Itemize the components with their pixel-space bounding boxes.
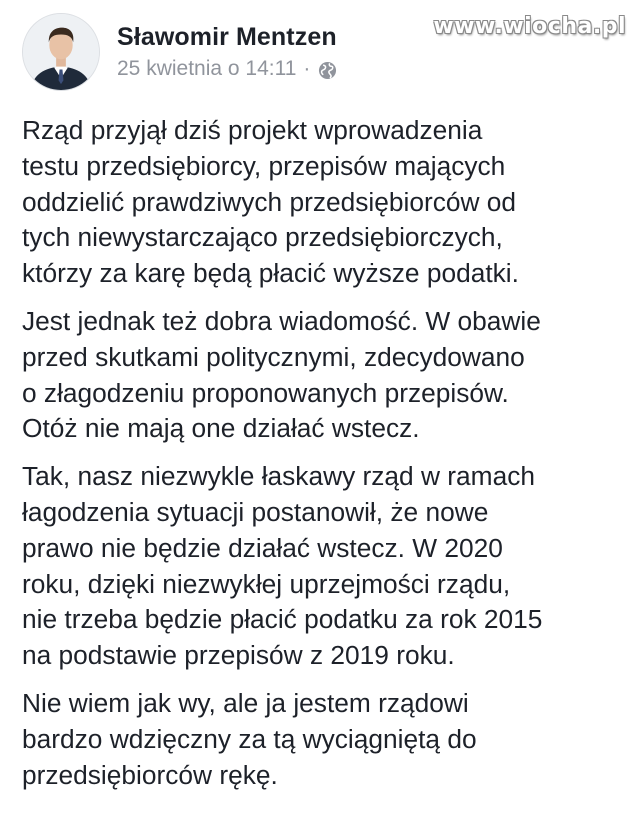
meta-separator: · [303,57,311,80]
post-header [22,10,337,94]
post-subline [117,55,337,83]
globe-icon[interactable] [318,60,337,79]
post-paragraph: Tak, nasz niezwykle łaskawy rząd w ramach łagodzenia sytuacji postanowił, że nowe prawo nie będzie działać wstecz. W 2020 roku, dzięki niezwykłej uprzejmości rządu, nie trzeba będzie płacić podatku za rok 2015 na podstawie przepisów z 2019 roku. [22,461,543,671]
post-paragraph: Rząd przyjął dziś projekt wprowadzenia testu przedsiębiorcy, przepisów mających oddzielić prawdziwych przedsiębiorców od tych niewystarczająco przedsiębiorczych, którzy za karę będą płacić wyższe podatki. [22,115,519,289]
watermark-text: www.wiocha.pl [433,14,626,39]
post-paragraph: Jest jednak też dobra wiadomość. W obawie przed skutkami politycznymi, zdecydowano o złagodzeniu proponowanych przepisów. Otóż nie mają one działać wstecz. [22,305,541,444]
post-meta [117,21,337,83]
post-paragraph: Nie wiem jak wy, ale ja jestem rządowi bardzo wdzięczny za tą wyciągniętą do przedsiębiorców rękę. [22,687,477,790]
post-timestamp[interactable]: 25 kwietnia o 14:11 [117,57,297,80]
avatar-portrait-icon [23,14,99,90]
author-avatar[interactable] [22,13,100,91]
post-body [22,113,626,805]
author-name[interactable]: Sławomir Mentzen [117,23,337,51]
